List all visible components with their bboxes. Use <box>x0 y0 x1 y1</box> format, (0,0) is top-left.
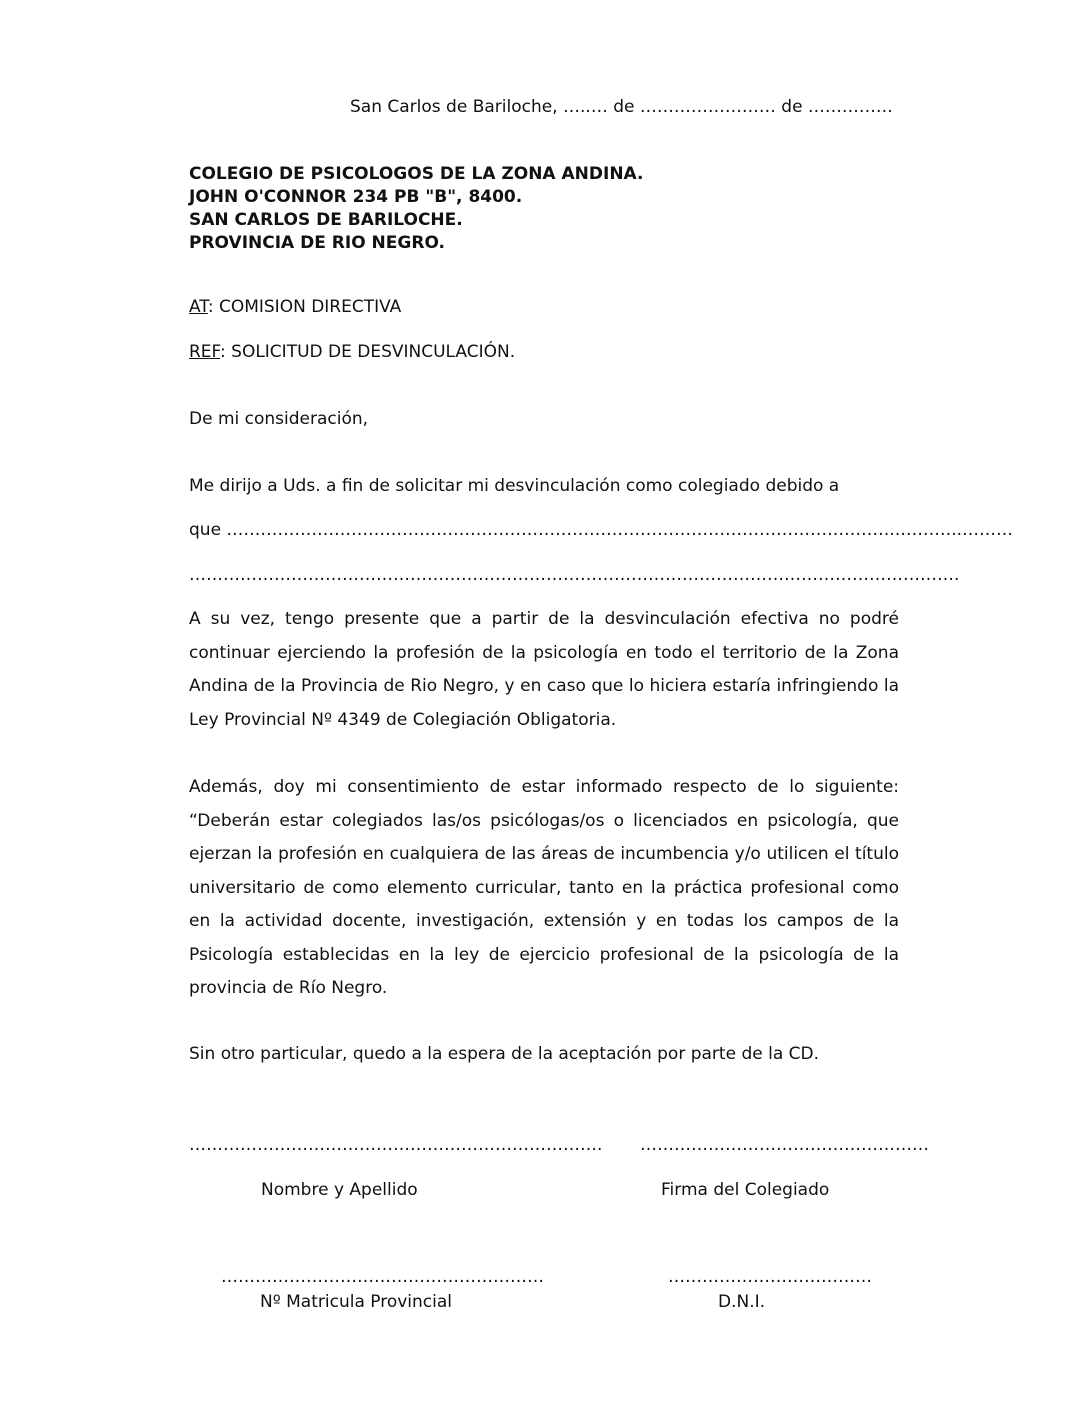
reference-label: REF <box>189 342 221 362</box>
attention-label: AT <box>189 297 208 317</box>
name-label: Nombre y Apellido <box>261 1180 418 1200</box>
recipient-line-2: JOHN O'CONNOR 234 PB "B", 8400. <box>189 187 523 207</box>
name-signature-line: ………………………………………………………………. <box>189 1135 603 1155</box>
firma-label: Firma del Colegiado <box>661 1180 830 1200</box>
recipient-address <box>189 163 643 255</box>
recipient-line-3: SAN CARLOS DE BARILOCHE. <box>189 210 463 230</box>
paragraph-desvinculacion: A su vez, tengo presente que a partir de la desvinculación efectiva no podré continuar ejerciendo la profesión de la psicología en todo el territorio de la Zona Andina de la Provincia de Rio Negro, y en caso que lo hiciera estaría infringiendo la Ley Provincial Nº 4349 de Colegiación Obligatoria. <box>189 609 899 730</box>
matricula-signature-line: ………………………………………………… <box>221 1267 544 1287</box>
date-line: San Carlos de Bariloche, …..… de …………………… de …………… <box>350 97 893 117</box>
reference-text: : SOLICITUD DE DESVINCULACIÓN. <box>220 342 516 362</box>
recipient-line-4: PROVINCIA DE RIO NEGRO. <box>189 233 445 253</box>
request-line: Me dirijo a Uds. a fin de solicitar mi desvinculación como colegiado debido a <box>189 476 840 496</box>
closing-line: Sin otro particular, quedo a la espera de la aceptación por parte de la CD. <box>189 1044 820 1064</box>
attention-text: : COMISION DIRECTIVA <box>207 297 402 317</box>
firma-signature-line: …………………………………………… <box>640 1135 929 1155</box>
attention-line <box>189 297 401 317</box>
dni-signature-line: ……………………………… <box>668 1267 872 1287</box>
greeting: De mi consideración, <box>189 409 369 429</box>
reason-line-1: que ………………………………………………………………………………………………………..………..……… <box>189 520 1014 540</box>
recipient-line-1: COLEGIO DE PSICOLOGOS DE LA ZONA ANDINA. <box>189 164 644 184</box>
matricula-label: Nº Matricula Provincial <box>260 1292 452 1312</box>
reference-line <box>189 342 515 362</box>
paragraph-consentimiento: Además, doy mi consentimiento de estar informado respecto de lo siguiente: “Deberán estar colegiados las/os psicólogas/os o licenciados en psicología, que ejerzan la profesión en cualquiera de las áreas de incumbencia y/o utilicen el título universitario de como elemento curricular, tanto en la práctica profesional como en la actividad docente, investigación, extensión y en todas los campos de la Psicología establecidas en la ley de ejercicio profesional de la psicología de la provincia de Río Negro. <box>189 777 899 998</box>
reason-line-2: ………………………………………………………………………………………………………………………. <box>189 565 960 585</box>
dni-label: D.N.I. <box>718 1292 766 1312</box>
